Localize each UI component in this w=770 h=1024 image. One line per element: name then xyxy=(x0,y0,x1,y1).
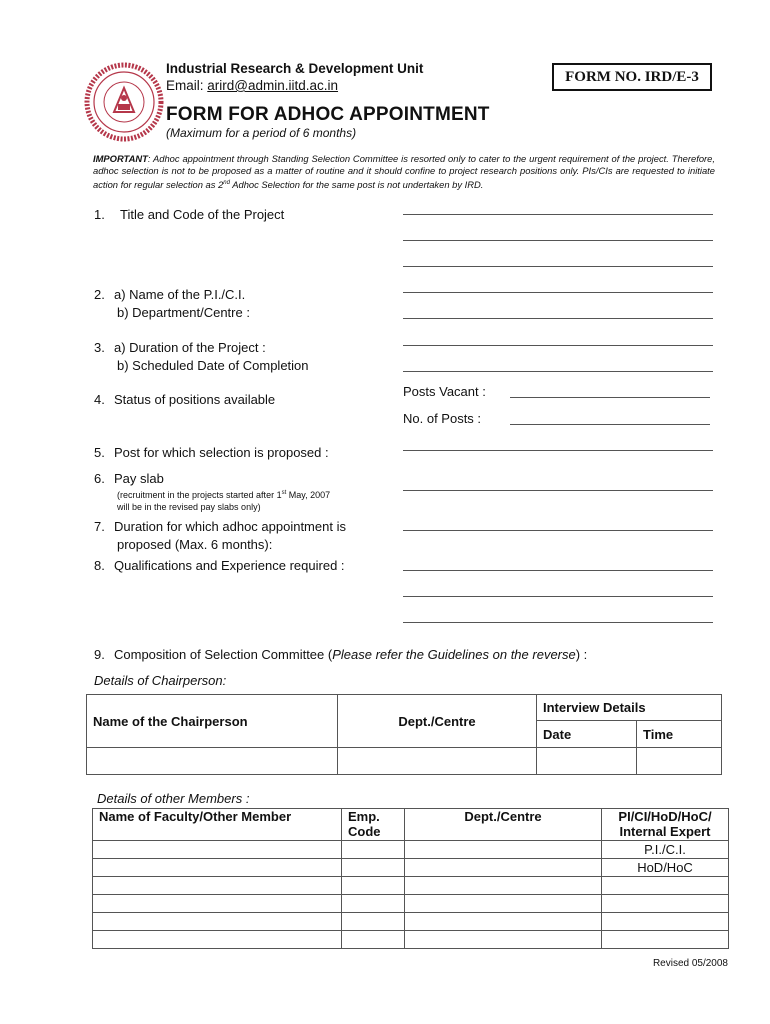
pay-slab-field[interactable] xyxy=(403,490,713,491)
important-note: IMPORTANT: Adhoc appointment through Standing Selection Committee is resorted only to cater to the urgent requirement of the project. Therefore, adhoc selection is not to be proposed as a matter of routine and it should confine to project research positions only. PIs/CIs are requested to initiate action for regular selection as 2nd Adhoc Selection for the same post is not undertaken by IRD. xyxy=(93,153,715,191)
role-pi-ci: P.I./C.I. xyxy=(602,841,729,859)
institute-seal-logo xyxy=(84,62,164,142)
no-of-posts-field[interactable] xyxy=(510,424,710,425)
email-label: Email: xyxy=(166,78,208,93)
title-code-field-2[interactable] xyxy=(403,240,713,241)
members-caption: Details of other Members : xyxy=(97,791,250,806)
item-7: 7. Duration for which adhoc appointment is proposed (Max. 6 months): xyxy=(94,519,346,552)
chairperson-table xyxy=(86,694,722,775)
table-row xyxy=(93,895,729,913)
col-member-role: PI/CI/HoD/HoC/ Internal Expert xyxy=(602,809,729,841)
important-label: IMPORTANT xyxy=(93,153,148,164)
chairperson-name-cell[interactable] xyxy=(87,748,338,775)
project-duration-field[interactable] xyxy=(403,345,713,346)
interview-date-cell[interactable] xyxy=(537,748,637,775)
chairperson-dept-cell[interactable] xyxy=(338,748,537,775)
unit-name: Industrial Research & Development Unit xyxy=(166,61,424,76)
email-link[interactable]: arird@admin.iitd.ac.in xyxy=(207,78,339,93)
post-field[interactable] xyxy=(403,450,713,451)
posts-vacant-field[interactable] xyxy=(510,397,710,398)
table-row xyxy=(93,877,729,895)
item-9: 9. Composition of Selection Committee (Please refer the Guidelines on the reverse) : xyxy=(94,647,588,662)
col-member-dept: Dept./Centre xyxy=(405,809,602,841)
qualifications-field-3[interactable] xyxy=(403,622,713,623)
item-6: 6. Pay slab xyxy=(94,471,164,486)
item-2: 2. a) Name of the P.I./C.I. b) Department/Centre : xyxy=(94,287,250,320)
adhoc-duration-field[interactable] xyxy=(403,530,713,531)
no-of-posts-label: No. of Posts : xyxy=(403,411,482,426)
table-row xyxy=(93,913,729,931)
col-chair-dept: Dept./Centre xyxy=(338,695,537,748)
item-5: 5. Post for which selection is proposed : xyxy=(94,445,329,460)
completion-date-field[interactable] xyxy=(403,371,713,372)
table-row xyxy=(87,748,722,775)
col-chairperson-name: Name of the Chairperson xyxy=(87,695,338,748)
form-number-box: FORM NO. IRD/E-3 xyxy=(552,63,712,91)
department-field[interactable] xyxy=(403,318,713,319)
members-table xyxy=(92,808,729,949)
qualifications-field-1[interactable] xyxy=(403,570,713,571)
chairperson-caption: Details of Chairperson: xyxy=(94,673,227,688)
item-3: 3. a) Duration of the Project : b) Scheduled Date of Completion xyxy=(94,340,309,373)
title-code-field-3[interactable] xyxy=(403,266,713,267)
interview-time-cell[interactable] xyxy=(637,748,722,775)
item-1: 1. Title and Code of the Project xyxy=(94,207,285,222)
table-row xyxy=(93,859,729,877)
col-member-name: Name of Faculty/Other Member xyxy=(93,809,342,841)
qualifications-field-2[interactable] xyxy=(403,596,713,597)
email-line xyxy=(166,78,338,93)
item-8: 8. Qualifications and Experience required : xyxy=(94,558,345,573)
col-emp-code: Emp. Code xyxy=(342,809,405,841)
table-row xyxy=(93,931,729,949)
form-subtitle: (Maximum for a period of 6 months) xyxy=(166,126,357,140)
pi-name-field[interactable] xyxy=(403,292,713,293)
title-code-field-1[interactable] xyxy=(403,214,713,215)
col-date: Date xyxy=(537,721,637,748)
col-time: Time xyxy=(637,721,722,748)
col-interview-details: Interview Details xyxy=(537,695,722,721)
role-hod-hoc: HoD/HoC xyxy=(602,859,729,877)
revision-date: Revised 05/2008 xyxy=(652,958,728,969)
item-4: 4. Status of positions available xyxy=(94,392,276,407)
form-title: FORM FOR ADHOC APPOINTMENT xyxy=(166,104,490,125)
posts-vacant-label: Posts Vacant : xyxy=(403,384,486,399)
pay-slab-note: (recruitment in the projects started after 1st May, 2007 will be in the revised pay slabs only) xyxy=(117,490,331,512)
table-row xyxy=(93,841,729,859)
